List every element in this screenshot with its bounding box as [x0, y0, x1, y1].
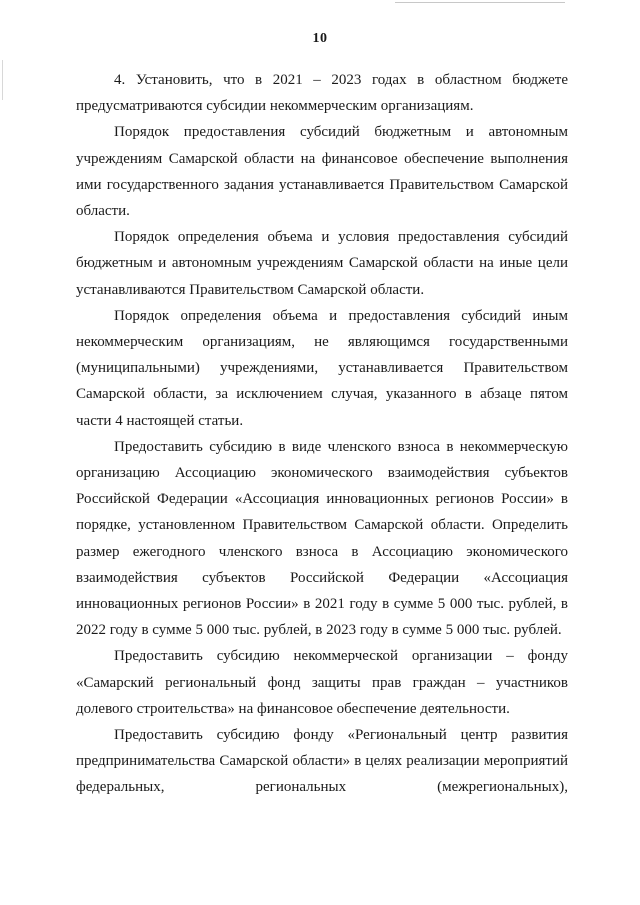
paragraph: 4. Установить, что в 2021 – 2023 годах в областном бюджете предусматриваются субсидии некоммерческим организациям. — [76, 72, 568, 115]
page-number: 10 — [312, 31, 328, 46]
paragraph: Порядок определения объема и предоставления субсидий иным некоммерческим организациям, не являющимся государственными (муниципальными) учреждениями, устанавливается Правительством Самарской области, за исключением случая, указанного в абзаце пятом части 4 настоящей статьи. — [76, 307, 568, 429]
paragraph: Порядок предоставления субсидий бюджетным и автономным учреждениям Самарской области на финансовое обеспечение выполнения ими государственного задания устанавливается Правительством Самарской области. — [76, 124, 568, 220]
document-body — [76, 67, 568, 801]
scan-edge-mark — [2, 60, 3, 100]
paragraph: Порядок определения объема и условия предоставления субсидий бюджетным и автономным учреждениям Самарской области на иные цели устанавливаются Правительством Самарской области. — [76, 229, 568, 298]
paragraph: Предоставить субсидию фонду «Региональный центр развития предпринимательства Самарской области» в целях реализации мероприятий федеральных, региональных (межрегиональных), — [76, 727, 568, 796]
scan-edge-mark — [395, 2, 565, 3]
paragraph: Предоставить субсидию в виде членского взноса в некоммерческую организацию Ассоциацию экономического взаимодействия субъектов Российской Федерации «Ассоциация инновационных регионов России» в порядке, установленном Правительством Самарской области. Определить размер ежегодного членского взноса в Ассоциацию экономического взаимодействия субъектов Российской Федерации «Ассоциация инновационных регионов России» в 2021 году в сумме 5 000 тыс. рублей, в 2022 году в сумме 5 000 тыс. рублей, в 2023 году в сумме 5 000 тыс. рублей. — [76, 438, 568, 639]
paragraph: Предоставить субсидию некоммерческой организации – фонду «Самарский региональный фонд защиты прав граждан – участников долевого строительства» на финансовое обеспечение деятельности. — [76, 648, 568, 717]
